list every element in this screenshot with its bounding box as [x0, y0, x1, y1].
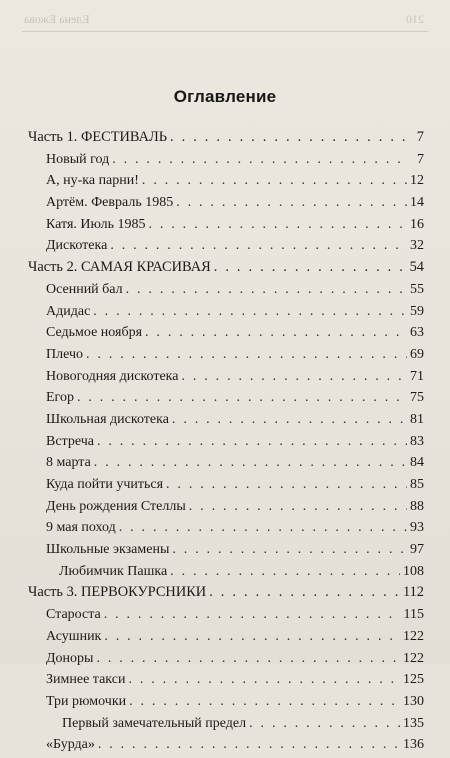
toc-chapter-entry [28, 151, 424, 173]
dot-leader [119, 519, 407, 536]
toc-page-number: 12 [410, 173, 424, 189]
dot-leader [128, 671, 400, 688]
toc-entry-label: Встреча [46, 433, 94, 449]
toc-entry-label: Седьмое ноября [46, 325, 143, 341]
toc-chapter-entry [28, 216, 424, 238]
toc-page-number: 63 [410, 325, 424, 341]
toc-page-number: 59 [410, 303, 424, 319]
toc-page-number: 71 [410, 368, 424, 384]
toc-entry-label: Куда пойти учиться [46, 477, 164, 492]
toc-chapter-entry [28, 671, 424, 693]
toc-chapter-entry [28, 303, 424, 325]
dot-leader [104, 628, 400, 645]
toc-entry-label: Первый замечательный предел [62, 715, 247, 731]
toc-page-number: 130 [403, 693, 424, 709]
toc-part-entry [28, 259, 424, 281]
toc-entry-label: 8 марта [46, 455, 91, 471]
toc-chapter-entry [28, 606, 424, 628]
toc-page-number: 7 [416, 129, 424, 145]
toc-chapter-entry [28, 172, 424, 194]
dot-leader [170, 563, 400, 580]
toc-page-number: 122 [403, 628, 424, 644]
toc-entry-label: Школьная дискотека [46, 411, 169, 427]
toc-entry-label: Новогодняя дискотека [46, 368, 179, 384]
toc-chapter-entry [28, 281, 424, 303]
toc-part-entry [28, 584, 424, 606]
bleed-page-number: 210 [406, 12, 424, 26]
toc-page-number: 83 [410, 433, 424, 449]
toc-page-number: 14 [410, 195, 424, 211]
toc-entry-label: 9 мая поход [46, 520, 116, 536]
dot-leader [249, 715, 400, 732]
toc-entry-label: «Бурда» [46, 737, 95, 753]
dot-leader [209, 584, 400, 601]
toc-chapter-entry [28, 519, 424, 541]
dot-leader [98, 736, 400, 753]
dot-leader [93, 303, 407, 320]
reverse-page-bleed [24, 12, 424, 28]
toc-chapter-entry [28, 715, 424, 737]
toc-chapter-entry [28, 237, 424, 259]
toc-page-number: 84 [410, 455, 424, 471]
toc-page-number: 115 [403, 607, 424, 623]
dot-leader [148, 216, 407, 233]
toc-entry-label: Школьные экзамены [46, 542, 170, 558]
bleed-header-rule [22, 31, 428, 32]
toc-entry-label: Три рюмочки [46, 693, 127, 709]
dot-leader [104, 606, 401, 623]
bleed-running-header: Елена Ежова [24, 12, 90, 26]
toc-part-entry [28, 129, 424, 151]
toc-entry-label: Артём. Февраль 1985 [46, 195, 174, 211]
toc-entry-label: Адидас [46, 303, 91, 319]
dot-leader [86, 346, 407, 363]
toc-chapter-entry [28, 563, 424, 585]
toc-entry-label: Егор [46, 390, 74, 406]
dot-leader [110, 237, 407, 254]
toc-entry-label: Плечо [46, 346, 84, 362]
toc-page-number: 16 [410, 216, 424, 232]
toc-chapter-entry [28, 736, 424, 758]
toc-entry-label: Часть 1. ФЕСТИВАЛЬ [28, 129, 168, 145]
toc-entry-label: Любимчик Пашка [59, 563, 168, 579]
toc-page-number: 125 [403, 672, 424, 688]
toc-page-number: 69 [410, 346, 424, 362]
dot-leader [97, 433, 407, 450]
toc-entry-label: Староста [46, 607, 101, 623]
dot-leader [145, 324, 407, 341]
toc-entry-label: Новый год [46, 151, 110, 167]
toc-page-number: 136 [403, 737, 424, 753]
toc-chapter-entry [28, 324, 424, 346]
toc-chapter-entry [28, 346, 424, 368]
toc-page-number: 108 [403, 563, 424, 579]
toc-page-number: 88 [410, 498, 424, 514]
toc-chapter-entry [28, 498, 424, 520]
toc-chapter-entry [28, 628, 424, 650]
toc-chapter-entry [28, 650, 424, 672]
dot-leader [189, 498, 407, 515]
toc-title: Оглавление [173, 87, 277, 106]
dot-leader [181, 368, 407, 385]
toc-chapter-entry [28, 454, 424, 476]
toc-chapter-entry [28, 368, 424, 390]
toc-chapter-entry [28, 433, 424, 455]
toc-chapter-entry [28, 541, 424, 563]
toc-entry-label: Доноры [46, 650, 94, 666]
toc-page-number: 85 [410, 477, 424, 492]
toc-entry-label: Дискотека [46, 238, 108, 254]
toc-entry-label: День рождения Стеллы [46, 498, 186, 514]
toc-entry-label: Часть 2. САМАЯ КРАСИВАЯ [28, 259, 211, 276]
dot-leader [170, 129, 407, 146]
toc-entry-label: Асушник [46, 628, 102, 644]
toc-chapter-entry [28, 389, 424, 411]
dot-leader [166, 476, 407, 493]
dot-leader [176, 194, 407, 211]
toc-page-number: 54 [409, 259, 424, 276]
dot-leader [214, 259, 407, 276]
toc-page-number: 97 [410, 542, 424, 558]
toc-entry-label: Катя. Июль 1985 [46, 216, 146, 232]
toc-page-number: 122 [403, 650, 424, 666]
toc-page-number: 81 [410, 411, 424, 427]
toc-page-number: 75 [410, 390, 424, 406]
dot-leader [94, 454, 407, 471]
toc-entry-label: А, ну-ка парни! [46, 173, 139, 189]
toc-page-number: 32 [410, 238, 424, 254]
dot-leader [77, 389, 407, 406]
toc-chapter-entry [28, 411, 424, 433]
toc-page-number: 93 [410, 520, 424, 536]
toc-entry-label: Зимнее такси [46, 672, 126, 688]
dot-leader [142, 172, 407, 189]
toc-chapter-entry [28, 476, 424, 498]
dot-leader [126, 281, 407, 298]
dot-leader [129, 693, 400, 710]
dot-leader [172, 541, 407, 558]
dot-leader [112, 151, 407, 168]
toc-entry-label: Осенний бал [46, 281, 123, 297]
toc-page-number: 135 [403, 715, 424, 731]
toc-entry-label: Часть 3. ПЕРВОКУРСНИКИ [28, 584, 207, 601]
toc-page-number: 7 [417, 151, 424, 167]
dot-leader [172, 411, 407, 428]
toc-page-number: 112 [402, 584, 424, 601]
toc-chapter-entry [28, 693, 424, 715]
toc-chapter-entry [28, 194, 424, 216]
toc-page-number: 55 [410, 281, 424, 297]
